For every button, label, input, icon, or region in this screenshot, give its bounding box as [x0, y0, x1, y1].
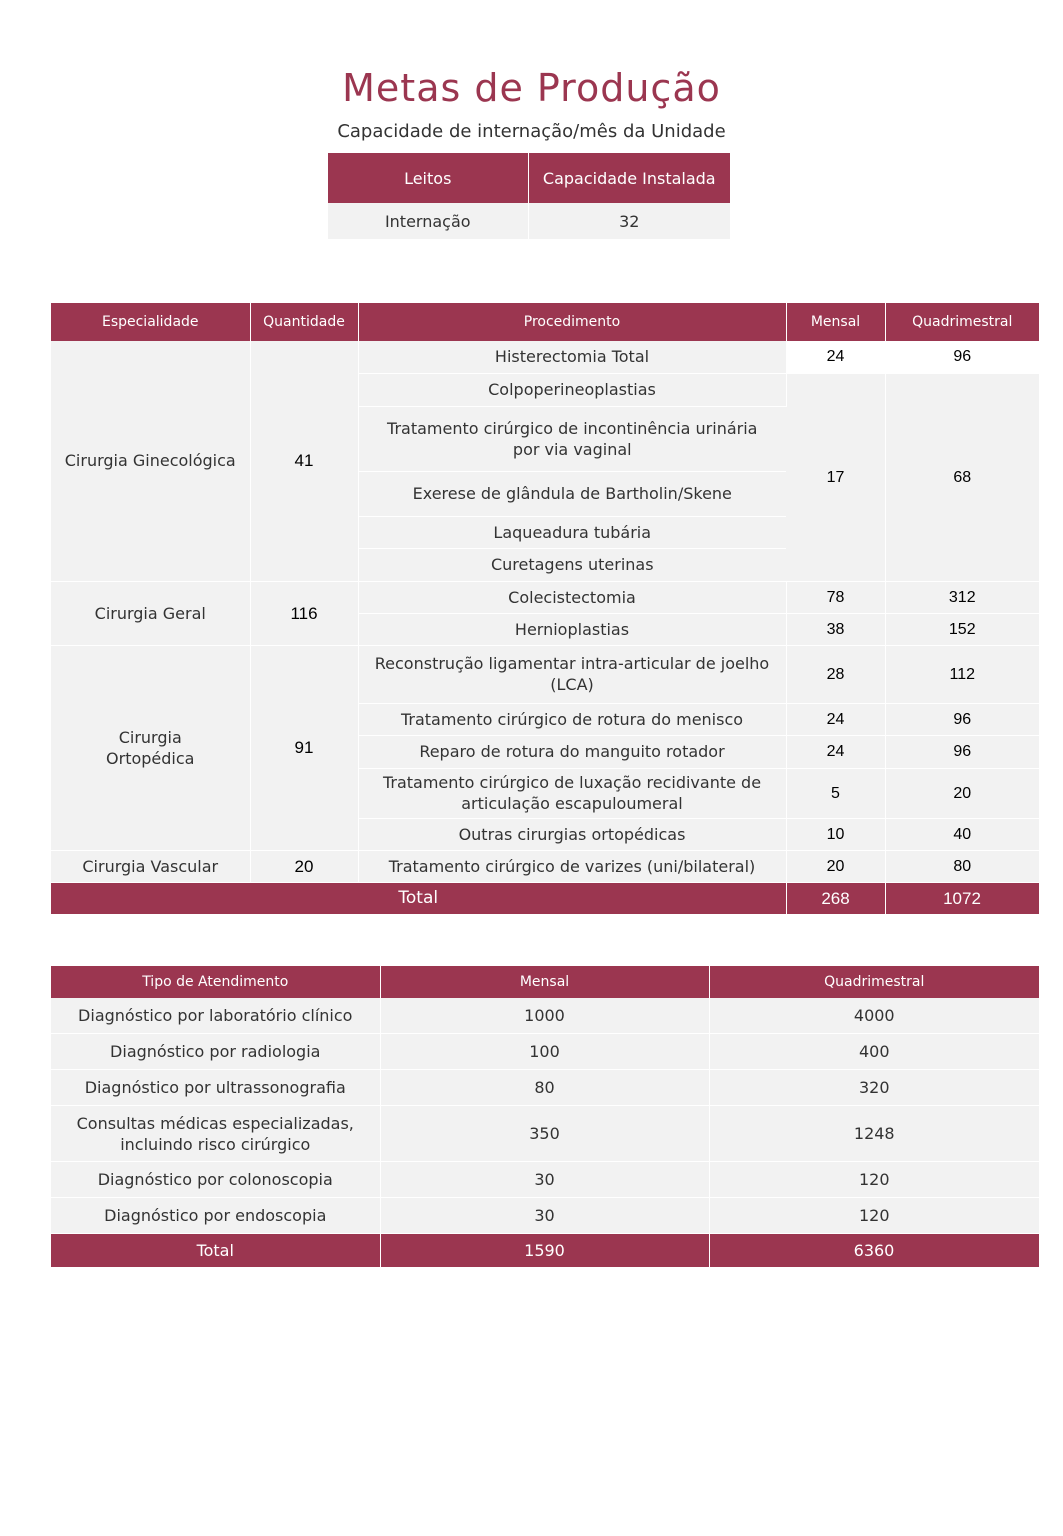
cell-mensal: 10	[786, 818, 885, 850]
cell-quantidade: 91	[250, 645, 358, 850]
total-quadrimestral: 6360	[709, 1234, 1039, 1268]
table-row	[51, 645, 1039, 703]
cell-capacidade: 32	[528, 203, 730, 240]
cell-quadrimestral: 400	[709, 1034, 1039, 1070]
cell-procedimento: Hernioplastias	[358, 613, 786, 645]
cell-procedimento: Tratamento cirúrgico de varizes (uni/bilateral)	[358, 850, 786, 882]
cell-mensal: 350	[380, 1106, 709, 1162]
table-row	[51, 1198, 1039, 1234]
table-row	[51, 1162, 1039, 1198]
cell-quadrimestral: 96	[885, 735, 1039, 768]
specialty-table	[51, 303, 1040, 915]
total-label: Total	[51, 882, 786, 914]
cell-quadrimestral: 112	[885, 645, 1039, 703]
page-subtitle: Capacidade de internação/mês da Unidade	[337, 121, 726, 142]
cell-quadrimestral: 96	[885, 703, 1039, 735]
cell-quantidade: 116	[250, 581, 358, 645]
table-row	[51, 850, 1039, 882]
header-quadrimestral: Quadrimestral	[709, 966, 1039, 998]
total-mensal: 1590	[380, 1234, 709, 1268]
cell-quadrimestral: 120	[709, 1198, 1039, 1234]
cell-tipo: Diagnóstico por endoscopia	[51, 1198, 380, 1234]
cell-mensal: 20	[786, 850, 885, 882]
cell-mensal: 78	[786, 581, 885, 613]
cell-especialidade: Cirurgia Geral	[51, 581, 250, 645]
cell-leito: Internação	[328, 203, 528, 240]
cell-tipo: Consultas médicas especializadas, incluindo risco cirúrgico	[51, 1106, 380, 1162]
cell-tipo: Diagnóstico por colonoscopia	[51, 1162, 380, 1198]
cell-especialidade: Cirurgia Ortopédica	[51, 645, 250, 850]
cell-quadrimestral: 120	[709, 1162, 1039, 1198]
cell-especialidade: Cirurgia Ginecológica	[51, 341, 250, 581]
cell-quadrimestral: 68	[885, 373, 1039, 581]
cell-especialidade: Cirurgia Vascular	[51, 850, 250, 882]
cell-quadrimestral: 96	[885, 341, 1039, 373]
cell-quadrimestral: 80	[885, 850, 1039, 882]
total-row	[51, 882, 1039, 914]
cell-quadrimestral: 152	[885, 613, 1039, 645]
cell-quantidade: 41	[250, 341, 358, 581]
header-mensal: Mensal	[380, 966, 709, 998]
table-row	[51, 581, 1039, 613]
header-capacidade: Capacidade Instalada	[528, 153, 730, 203]
table-row	[51, 1070, 1039, 1106]
cell-quantidade: 20	[250, 850, 358, 882]
cell-procedimento: Tratamento cirúrgico de rotura do menisco	[358, 703, 786, 735]
header-mensal: Mensal	[786, 303, 885, 341]
header-quantidade: Quantidade	[250, 303, 358, 341]
header-quadrimestral: Quadrimestral	[885, 303, 1039, 341]
cell-quadrimestral: 20	[885, 768, 1039, 818]
cell-mensal: 24	[786, 341, 885, 373]
table-row	[51, 341, 1039, 373]
cell-mensal: 24	[786, 735, 885, 768]
cell-quadrimestral: 320	[709, 1070, 1039, 1106]
cell-mensal: 100	[380, 1034, 709, 1070]
cell-procedimento: Colpoperineoplastias	[358, 373, 786, 406]
cell-procedimento: Outras cirurgias ortopédicas	[358, 818, 786, 850]
header-leitos: Leitos	[328, 153, 528, 203]
cell-mensal: 30	[380, 1162, 709, 1198]
table-row	[328, 203, 730, 240]
header-procedimento: Procedimento	[358, 303, 786, 341]
cell-mensal: 80	[380, 1070, 709, 1106]
capacity-table	[328, 153, 730, 240]
cell-mensal: 5	[786, 768, 885, 818]
total-label: Total	[51, 1234, 380, 1268]
cell-tipo: Diagnóstico por laboratório clínico	[51, 998, 380, 1034]
table-row	[51, 998, 1039, 1034]
cell-procedimento: Curetagens uterinas	[358, 548, 786, 581]
cell-procedimento: Reconstrução ligamentar intra-articular de joelho (LCA)	[358, 645, 786, 703]
cell-procedimento: Exerese de glândula de Bartholin/Skene	[358, 471, 786, 516]
total-mensal: 268	[786, 882, 885, 914]
total-row	[51, 1234, 1039, 1268]
cell-quadrimestral: 312	[885, 581, 1039, 613]
cell-mensal: 17	[786, 373, 885, 581]
cell-procedimento: Histerectomia Total	[358, 341, 786, 373]
cell-tipo: Diagnóstico por radiologia	[51, 1034, 380, 1070]
page-title: Metas de Produção	[342, 66, 721, 110]
cell-procedimento: Tratamento cirúrgico de incontinência urinária por via vaginal	[358, 406, 786, 471]
table-row	[51, 1106, 1039, 1162]
cell-tipo: Diagnóstico por ultrassonografia	[51, 1070, 380, 1106]
cell-mensal: 38	[786, 613, 885, 645]
table-row	[51, 1034, 1039, 1070]
attendance-table	[51, 966, 1040, 1268]
cell-procedimento: Laqueadura tubária	[358, 516, 786, 548]
cell-quadrimestral: 1248	[709, 1106, 1039, 1162]
header-especialidade: Especialidade	[51, 303, 250, 341]
cell-procedimento: Colecistectomia	[358, 581, 786, 613]
cell-quadrimestral: 4000	[709, 998, 1039, 1034]
cell-mensal: 24	[786, 703, 885, 735]
total-quadrimestral: 1072	[885, 882, 1039, 914]
header-tipo: Tipo de Atendimento	[51, 966, 380, 998]
cell-mensal: 30	[380, 1198, 709, 1234]
cell-procedimento: Reparo de rotura do manguito rotador	[358, 735, 786, 768]
cell-mensal: 28	[786, 645, 885, 703]
cell-mensal: 1000	[380, 998, 709, 1034]
cell-procedimento: Tratamento cirúrgico de luxação recidivante de articulação escapuloumeral	[358, 768, 786, 818]
cell-quadrimestral: 40	[885, 818, 1039, 850]
